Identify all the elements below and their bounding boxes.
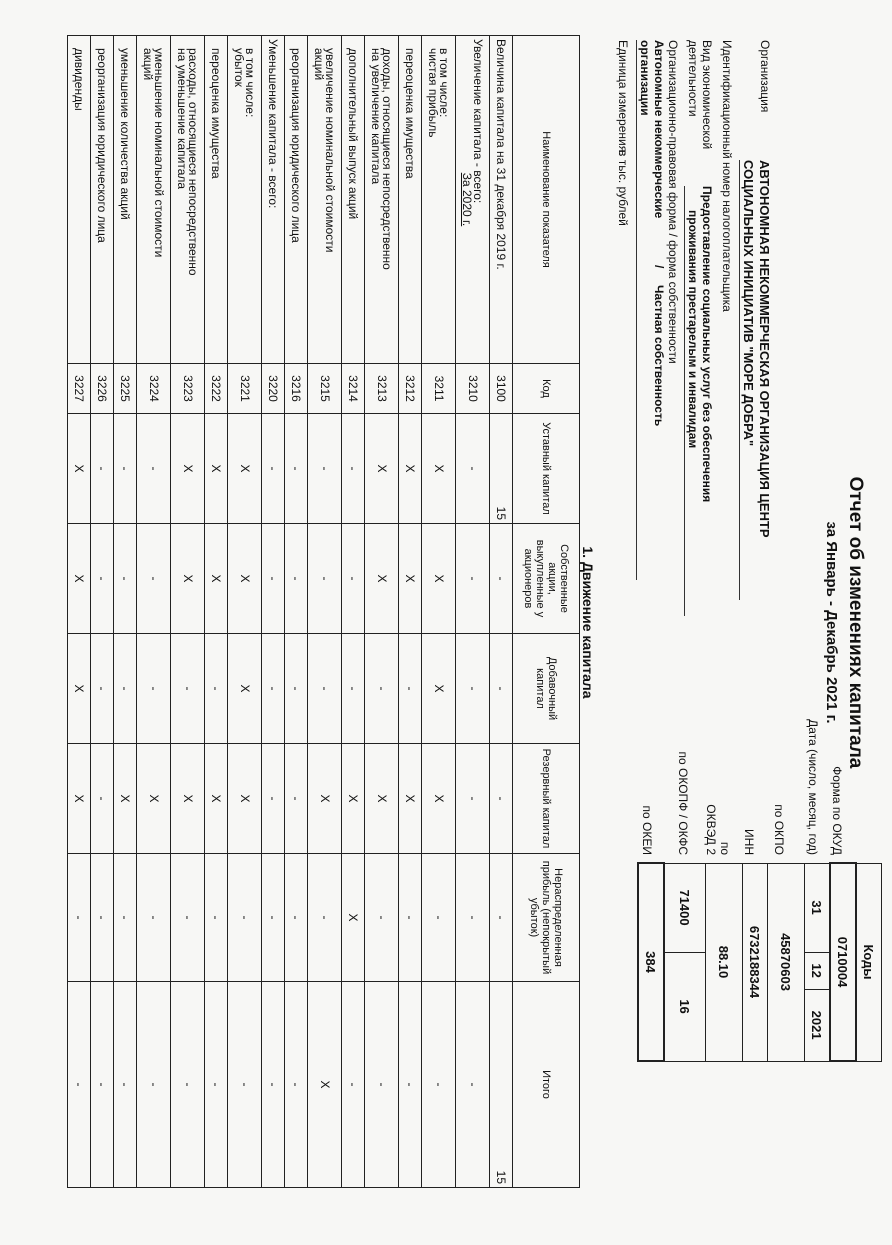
row-cell-reserve: X: [228, 744, 262, 854]
row-name-text: переоценка имущества: [403, 48, 418, 179]
table-row: [228, 36, 262, 1188]
row-cell-total: -: [285, 982, 308, 1188]
row-name-text: дивиденды: [72, 48, 87, 111]
row-name-text: реорганизация юридического лица: [289, 48, 304, 243]
row-cell-retained: -: [456, 854, 490, 982]
row-cell-own-shares: X: [365, 524, 399, 634]
row-name-text: доходы, относящиеся непосредственно: [380, 48, 395, 270]
row-cell-own-shares: -: [285, 524, 308, 634]
table-row: [285, 36, 308, 1188]
row-name-text: увеличение номинальной стоимости: [323, 48, 338, 253]
row-name-text-line2: убыток: [232, 48, 247, 87]
row-code: 3225: [114, 364, 137, 414]
activity-underline: [684, 186, 685, 616]
row-name: [365, 36, 399, 364]
row-cell-additional: -: [205, 634, 228, 744]
okfs-code: 16: [664, 952, 706, 1061]
row-cell-retained: -: [399, 854, 422, 982]
row-code: 3227: [68, 364, 91, 414]
row-code: 3100: [490, 364, 513, 414]
row-cell-additional: -: [91, 634, 114, 744]
header-additional: Добавочный капитал: [513, 634, 580, 744]
table-row: [365, 36, 399, 1188]
row-name: [114, 36, 137, 364]
row-name-text: в том числе:: [437, 48, 452, 118]
row-cell-retained: X: [342, 854, 365, 982]
row-cell-charter: -: [342, 414, 365, 524]
row-cell-charter: -: [456, 414, 490, 524]
okpo-code: 45870603: [768, 863, 805, 1061]
row-cell-additional: -: [490, 634, 513, 744]
row-cell-charter: X: [422, 414, 456, 524]
row-cell-reserve: X: [308, 744, 342, 854]
row-cell-charter: -: [285, 414, 308, 524]
row-code: 3223: [171, 364, 205, 414]
row-cell-additional: -: [262, 634, 285, 744]
row-cell-charter: X: [171, 414, 205, 524]
row-code: 3221: [228, 364, 262, 414]
unit-label: Единица измерения:: [616, 40, 630, 156]
row-cell-retained: -: [91, 854, 114, 982]
date-label: Дата (число, месяц, год): [806, 719, 820, 855]
row-cell-total: -: [365, 982, 399, 1188]
row-code: 3226: [91, 364, 114, 414]
row-name-text-line2: на увеличение капитала: [369, 48, 384, 185]
row-cell-total: -: [456, 982, 490, 1188]
okved-label-1: по: [718, 841, 732, 855]
table-row: [456, 36, 490, 1188]
header-total: Итого: [513, 982, 580, 1188]
table-row: [342, 36, 365, 1188]
report-title: Отчет об изменениях капитала: [845, 476, 866, 769]
row-cell-charter: -: [137, 414, 171, 524]
row-cell-retained: -: [171, 854, 205, 982]
legal-form-line1: Автономные некоммерческие: [652, 40, 666, 219]
header-code: Код: [513, 364, 580, 414]
row-cell-total: -: [399, 982, 422, 1188]
row-cell-retained: -: [422, 854, 456, 982]
date-year: 2021: [805, 989, 831, 1061]
date-day: 31: [805, 863, 831, 952]
row-cell-charter: -: [262, 414, 285, 524]
org-underline: [739, 160, 740, 600]
row-cell-retained: -: [114, 854, 137, 982]
okopf-label: по ОКОПФ / ОКФС: [676, 751, 690, 855]
codes-header: Коды: [856, 863, 882, 1061]
table-row: [490, 36, 513, 1188]
row-name-text-line2: чистая прибыль: [426, 48, 441, 138]
row-name: [137, 36, 171, 364]
row-name: [68, 36, 91, 364]
row-code: 3215: [308, 364, 342, 414]
table-row: [422, 36, 456, 1188]
row-cell-additional: X: [228, 634, 262, 744]
row-cell-charter: -: [114, 414, 137, 524]
row-cell-reserve: X: [114, 744, 137, 854]
row-name: [262, 36, 285, 364]
table-header-row: [513, 36, 580, 1188]
row-name-text: в том числе:: [243, 48, 258, 118]
table-row: [91, 36, 114, 1188]
row-cell-own-shares: X: [228, 524, 262, 634]
row-cell-retained: -: [68, 854, 91, 982]
row-cell-reserve: X: [171, 744, 205, 854]
okved-code: 88.10: [706, 863, 743, 1061]
activity-line2: проживания престарелым и инвалидам: [686, 210, 700, 449]
row-name: [456, 36, 490, 364]
okei-label: по ОКЕИ: [640, 805, 654, 855]
row-name: [399, 36, 422, 364]
section-title: 1. Движение капитала: [580, 546, 596, 699]
row-cell-retained: -: [285, 854, 308, 982]
okved-label-2: ОКВЭД 2: [704, 804, 718, 855]
row-cell-total: X: [308, 982, 342, 1188]
row-name-text: Величина капитала на 31 декабря 2019 г.: [494, 39, 509, 270]
row-cell-own-shares: X: [399, 524, 422, 634]
row-cell-retained: -: [205, 854, 228, 982]
row-name: [285, 36, 308, 364]
date-month: 12: [805, 952, 831, 989]
table-row: [68, 36, 91, 1188]
row-cell-charter: 15: [490, 414, 513, 524]
row-name: [228, 36, 262, 364]
row-cell-total: -: [262, 982, 285, 1188]
row-cell-charter: X: [228, 414, 262, 524]
row-cell-retained: -: [490, 854, 513, 982]
row-code: 3222: [205, 364, 228, 414]
header-retained: Нераспределенная прибыль (непокрытый убыток): [513, 854, 580, 982]
row-name-text: расходы, относящиеся непосредственно: [186, 48, 201, 276]
row-name-text: дополнительный выпуск акций: [346, 48, 361, 220]
row-code: 3220: [262, 364, 285, 414]
row-cell-additional: -: [342, 634, 365, 744]
row-cell-additional: -: [171, 634, 205, 744]
row-cell-reserve: X: [68, 744, 91, 854]
row-name-text: реорганизация юридического лица: [95, 48, 110, 243]
row-cell-total: -: [228, 982, 262, 1188]
okopf-code: 71400: [664, 863, 706, 952]
row-name-text-line2: акций: [141, 48, 156, 81]
row-code: 3211: [422, 364, 456, 414]
row-cell-total: -: [342, 982, 365, 1188]
row-cell-total: -: [171, 982, 205, 1188]
row-cell-retained: -: [262, 854, 285, 982]
row-cell-reserve: X: [399, 744, 422, 854]
row-cell-own-shares: -: [91, 524, 114, 634]
row-name-text: Уменьшение капитала - всего:: [266, 39, 281, 209]
row-name-text: уменьшение количества акций: [118, 48, 133, 220]
row-cell-additional: -: [137, 634, 171, 744]
row-cell-reserve: X: [137, 744, 171, 854]
table-body: [68, 36, 513, 1188]
row-cell-own-shares: -: [308, 524, 342, 634]
okpo-label: по ОКПО: [772, 804, 786, 855]
org-name-line2: СОЦИАЛЬНЫХ ИНИЦИАТИВ "МОРЕ ДОБРА": [741, 160, 756, 447]
row-cell-total: -: [114, 982, 137, 1188]
row-cell-reserve: -: [91, 744, 114, 854]
okud-code: 0710004: [830, 863, 856, 1061]
legal-form-separator: /: [652, 265, 666, 269]
row-cell-own-shares: X: [171, 524, 205, 634]
row-name-text-line2: на уменьшение капитала: [175, 48, 190, 190]
row-cell-retained: -: [365, 854, 399, 982]
row-cell-additional: -: [399, 634, 422, 744]
header-reserve: Резервный капитал: [513, 744, 580, 854]
row-cell-additional: -: [456, 634, 490, 744]
org-label: Организация: [758, 40, 772, 113]
row-cell-own-shares: X: [68, 524, 91, 634]
table-row: [171, 36, 205, 1188]
row-name: [205, 36, 228, 364]
row-cell-reserve: X: [342, 744, 365, 854]
row-cell-own-shares: -: [114, 524, 137, 634]
row-cell-additional: X: [68, 634, 91, 744]
inn-label: ИНН: [742, 829, 756, 855]
codes-table: [637, 862, 882, 1062]
row-cell-charter: X: [365, 414, 399, 524]
row-cell-reserve: X: [205, 744, 228, 854]
row-name: [342, 36, 365, 364]
table-row: [137, 36, 171, 1188]
row-cell-charter: X: [68, 414, 91, 524]
row-name: [308, 36, 342, 364]
ownership-form: Частная собственность: [652, 285, 666, 427]
table-row: [308, 36, 342, 1188]
row-code: 3224: [137, 364, 171, 414]
row-code: 3210: [456, 364, 490, 414]
row-name-text: уменьшение номинальной стоимости: [152, 48, 167, 258]
table-row: [399, 36, 422, 1188]
row-cell-additional: -: [114, 634, 137, 744]
row-cell-own-shares: X: [422, 524, 456, 634]
row-cell-charter: X: [399, 414, 422, 524]
row-cell-additional: -: [365, 634, 399, 744]
row-cell-retained: -: [137, 854, 171, 982]
activity-line1: Предоставление социальных услуг без обеспечения: [700, 186, 714, 503]
row-code: 3216: [285, 364, 308, 414]
legal-form-underline: [636, 40, 637, 580]
row-cell-total: -: [205, 982, 228, 1188]
capital-movement-table: [67, 35, 580, 1188]
row-cell-own-shares: -: [342, 524, 365, 634]
row-cell-own-shares: -: [137, 524, 171, 634]
okud-label: Форма по ОКУД: [830, 766, 844, 855]
table-row: [114, 36, 137, 1188]
row-cell-additional: -: [308, 634, 342, 744]
row-code: 3214: [342, 364, 365, 414]
activity-label-2: деятельности: [686, 40, 700, 117]
inn-text-label: Идентификационный номер налогоплательщика: [720, 40, 734, 312]
row-name: [171, 36, 205, 364]
legal-form-line2: организации: [638, 40, 652, 116]
row-cell-reserve: -: [285, 744, 308, 854]
header-name: Наименование показателя: [513, 36, 580, 364]
row-cell-own-shares: -: [262, 524, 285, 634]
row-cell-own-shares: -: [456, 524, 490, 634]
row-cell-reserve: -: [262, 744, 285, 854]
row-cell-total: -: [422, 982, 456, 1188]
org-name-line1: АВТОНОМНАЯ НЕКОММЕРЧЕСКАЯ ОРГАНИЗАЦИЯ ЦЕНТР: [757, 160, 772, 538]
header-own-shares: Собственные акции, выкупленные у акционеров: [513, 524, 580, 634]
row-cell-reserve: X: [365, 744, 399, 854]
unit-value: в тыс. рублей: [616, 150, 630, 226]
row-cell-total: -: [137, 982, 171, 1188]
table-row: [262, 36, 285, 1188]
period-subheading: За 2020 г.: [460, 172, 475, 227]
row-cell-charter: -: [308, 414, 342, 524]
row-cell-own-shares: X: [205, 524, 228, 634]
row-cell-additional: -: [285, 634, 308, 744]
row-cell-retained: -: [308, 854, 342, 982]
row-code: 3213: [365, 364, 399, 414]
row-cell-additional: X: [422, 634, 456, 744]
row-cell-reserve: -: [456, 744, 490, 854]
row-cell-retained: -: [228, 854, 262, 982]
okei-code: 384: [638, 863, 664, 1061]
row-cell-own-shares: -: [490, 524, 513, 634]
row-cell-reserve: X: [422, 744, 456, 854]
header-charter: Уставный капитал: [513, 414, 580, 524]
row-cell-total: -: [68, 982, 91, 1188]
row-name-text: переоценка имущества: [209, 48, 224, 179]
row-cell-total: 15: [490, 982, 513, 1188]
inn-code: 6732188344: [743, 863, 768, 1061]
row-name: [422, 36, 456, 364]
activity-label-1: Вид экономической: [700, 40, 714, 150]
row-name-text-line2: акций: [312, 48, 327, 81]
table-row: [205, 36, 228, 1188]
row-cell-charter: -: [91, 414, 114, 524]
row-code: 3212: [399, 364, 422, 414]
row-cell-reserve: -: [490, 744, 513, 854]
report-period: за Январь - Декабрь 2021 г.: [823, 521, 840, 724]
row-name: [490, 36, 513, 364]
row-name-text: Увеличение капитала - всего:: [471, 39, 486, 204]
row-name: [91, 36, 114, 364]
row-cell-charter: X: [205, 414, 228, 524]
row-cell-total: -: [91, 982, 114, 1188]
legal-form-label: Организационно-правовая форма / форма собственности: [666, 40, 680, 364]
